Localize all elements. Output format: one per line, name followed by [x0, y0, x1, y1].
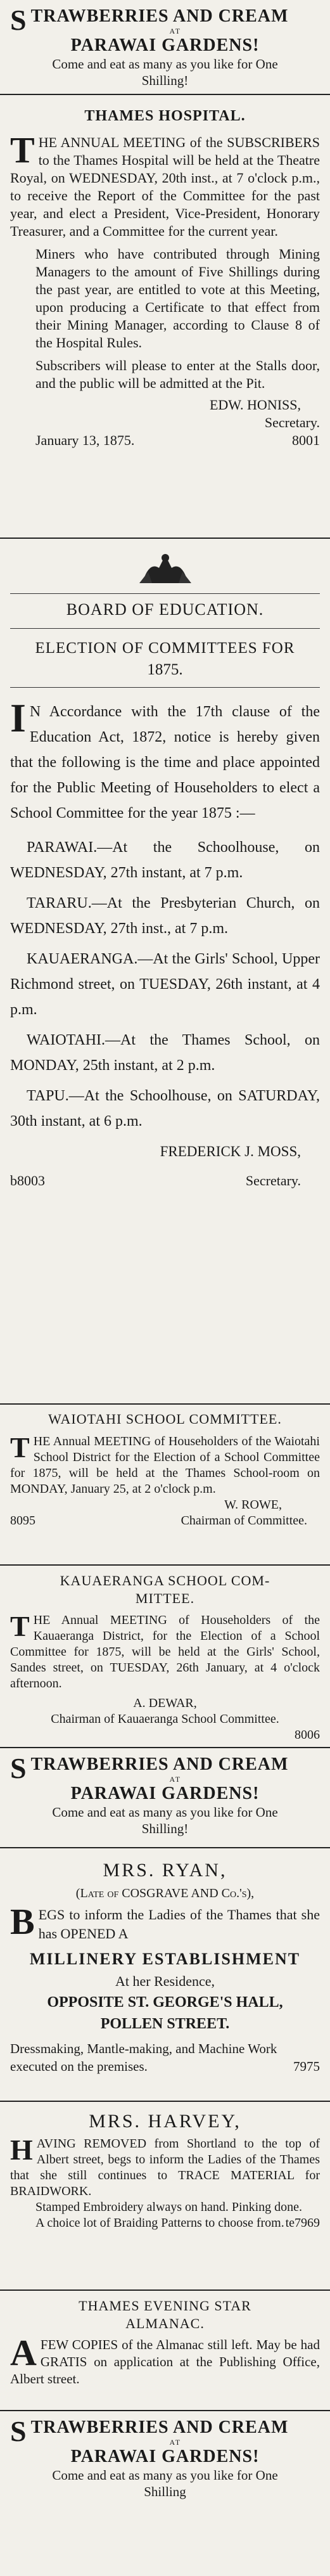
notice-board-of-education [0, 539, 330, 1405]
ad-heading: MRS. HARVEY, [89, 2111, 241, 2132]
notice-heading: WAIOTAHI SCHOOL COMMITTEE. [48, 1411, 282, 1427]
notice-subheading-year: 1875. [147, 661, 183, 678]
ad-strawberries-mid [0, 1748, 330, 1848]
ad-text-line3: Come and eat as many as you like for One [52, 2468, 278, 2483]
signature-title: Secretary. [264, 415, 320, 430]
drop-cap: B [10, 1901, 35, 1942]
election-entry: TARARU.—At the Presbyterian Church, on WEDNESDAY, 27th inst., at 7 p.m. [10, 895, 320, 937]
ad-para2: Stamped Embroidery always on hand. Pinking done. [35, 2200, 303, 2214]
election-entry: PARAWAI.—At the Schoolhouse, on WEDNESDAY, 27th instant, at 7 p.m. [10, 839, 320, 881]
drop-cap: I [10, 695, 26, 740]
notice-para-text: HE Annual MEETING of Householders of the Waiotahi School District for the Election of a School Committee for 1875, will be held at the Thames School-room on MONDAY, January 25, at 2 o'clock p.m. [10, 1434, 320, 1496]
ad-text-line3: Come and eat as many as you like for One [52, 1805, 278, 1820]
ad-title-line1: TRAWBERRIES AND CREAM [30, 2418, 289, 2437]
ad-title-line2: PARAWAI GARDENS! [70, 35, 260, 55]
notice-intro-text: N Accordance with the 17th clause of the Education Act, 1872, notice is hereby given that the following is the time and place appointed for the Public Meeting of Householders to elect a School Committee for the year 1875 :— [10, 704, 320, 821]
signature-title: Chairman of Committee. [181, 1514, 307, 1528]
ad-mrs-harvey [0, 2102, 330, 2291]
election-entry: WAIOTAHI.—At the Thames School, on MONDAY, 25th instant, at 2 p.m. [10, 1032, 320, 1074]
notice-ref: 8006 [295, 1728, 320, 1742]
signature: W. ROWE, [224, 1498, 282, 1512]
notice-date: January 13, 1875. [35, 432, 135, 448]
ad-text-line4: Shilling! [141, 73, 189, 88]
notice-para1-text: HE ANNUAL MEETING of the SUBSCRIBERS to the Thames Hospital will be held at the Theatre Royal, on WEDNESDAY, 20th inst., at 7 o'clock p.m., to receive the Report of the Committee for the past year, and elect a President, Vice-President, Honorary Treasurer, and a Committee for the current year. [10, 134, 320, 239]
ad-para1 [10, 2136, 320, 2199]
ad-title-line1: TRAWBERRIES AND CREAM [30, 1755, 289, 1774]
notice-heading-cont: MITTEE. [135, 1590, 195, 1606]
ad-para-text: FEW COPIES of the Almanac still left. May be had GRATIS on application at the Publishing Office, Albert street. [10, 2337, 320, 2386]
notice-para3: Subscribers will please to enter at the Stalls door, and the public will be admitted at the Pit. [35, 357, 320, 391]
ad-para-text: Dressmaking, Mantle-making, and Machine Work executed on the premises. [10, 2041, 277, 2074]
drop-cap: A [10, 2332, 37, 2373]
ad-text-line4: Shilling [144, 2484, 186, 2499]
notice-para2: Miners who have contributed through Mining Managers to the amount of Five Shillings during the past year, are entitled to vote at this Meeting, upon producing a Certificate to that effect from their Mining Manager, according to Clause 8 of the Hospital Rules. [35, 246, 320, 351]
notice-ref: 8095 [10, 1514, 35, 1528]
drop-cap: S [10, 4, 27, 36]
ad-title-line2: PARAWAI GARDENS! [70, 1784, 260, 1803]
ad-line-millinery: MILLINERY ESTABLISHMENT [29, 1950, 301, 1968]
notice-subheading: ELECTION OF COMMITTEES FOR [35, 640, 295, 657]
ad-para3 [10, 2215, 320, 2231]
notice-thames-hospital [0, 95, 330, 539]
notice-para-text: HE Annual MEETING of Householders of the Kauaeranga District, for the Election of a School Committee for 1875, will be held at the Girls' School, Sandes street, on TUESDAY, 26th January, at 4 o'clock afternoon. [10, 1613, 320, 1690]
election-entry: TAPU.—At the Schoolhouse, on SATURDAY, 30th instant, at 6 p.m. [10, 1088, 320, 1130]
ad-strawberries-top [0, 0, 330, 95]
notice-para1 [10, 129, 320, 240]
ad-para1-text: AVING REMOVED from Shortland to the top of Albert street, begs to inform the Ladies of the Thames that she still continues to TRACE MATERIAL for BRAIDWORK. [10, 2137, 320, 2198]
ad-line-opposite: OPPOSITE ST. GEORGE'S HALL, [47, 1994, 283, 2011]
notice-kauaeranga-school [0, 1566, 330, 1748]
signature: EDW. HONISS, [209, 397, 301, 413]
ad-para [10, 2040, 320, 2075]
notice-heading: KAUAERANGA SCHOOL COM- [60, 1573, 270, 1588]
ref-row [10, 1513, 320, 1529]
drop-cap: H [10, 2134, 33, 2166]
notice-para [10, 1431, 320, 1497]
notice-waiotahi-school [0, 1405, 330, 1566]
ad-intro [10, 1901, 320, 1943]
notice-para [10, 1610, 320, 1692]
notice-heading: BOARD OF EDUCATION. [66, 600, 264, 619]
at-label: AT [169, 1775, 182, 1784]
ad-para [10, 2332, 320, 2388]
ad-title-line2: PARAWAI GARDENS! [70, 2447, 260, 2466]
notice-intro [10, 695, 320, 826]
ad-intro-text: EGS to inform the Ladies of the Thames that she has OPENED A [38, 1907, 320, 1942]
signature: A. DEWAR, [133, 1696, 197, 1710]
election-list [10, 835, 320, 1134]
at-label: AT [169, 27, 182, 35]
ad-line-street: POLLEN STREET. [100, 2016, 230, 2032]
notice-heading: THAMES HOSPITAL. [84, 108, 246, 124]
ad-strawberries-bottom [0, 2411, 330, 2513]
ad-text-line3: Come and eat as many as you like for One [52, 56, 278, 72]
ad-title-line1: TRAWBERRIES AND CREAM [30, 6, 289, 26]
ad-thames-star-almanac [0, 2291, 330, 2411]
drop-cap: T [10, 1610, 30, 1642]
ad-heading: THAMES EVENING STAR [79, 2298, 251, 2314]
at-label: AT [169, 2438, 182, 2447]
drop-cap: T [10, 1431, 30, 1464]
ad-mrs-ryan [0, 1848, 330, 2102]
notice-ref: 8001 [292, 432, 320, 448]
ad-heading: MRS. RYAN, [103, 1860, 227, 1881]
royal-crest-icon [137, 549, 194, 587]
drop-cap: S [10, 1752, 27, 1784]
signature: FREDERICK J. MOSS, [160, 1143, 301, 1159]
signature-title: Secretary. [245, 1173, 301, 1188]
ad-line-residence: At her Residence, [115, 1973, 215, 1989]
date-row [10, 432, 320, 449]
ad-heading-cont: ALMANAC. [125, 2315, 205, 2331]
ad-subheading: (Late of COSGRAVE AND Co.'s), [75, 1886, 255, 1900]
election-entry: KAUAERANGA.—At the Girls' School, Upper Richmond street, on TUESDAY, 26th instant, at 4 p.m. [10, 951, 320, 1018]
ref-row [10, 1172, 320, 1190]
ad-text-line4: Shilling! [141, 1821, 189, 1836]
ad-para3-text: A choice lot of Braiding Patterns to choose from. [35, 2216, 284, 2230]
drop-cap: T [10, 129, 35, 171]
notice-ref: b8003 [10, 1173, 45, 1188]
ad-ref: te7969 [285, 2216, 320, 2230]
ad-ref: 7975 [293, 2059, 320, 2074]
drop-cap: S [10, 2415, 27, 2447]
signature-title: Chairman of Kauaeranga School Committee. [51, 1712, 279, 1726]
